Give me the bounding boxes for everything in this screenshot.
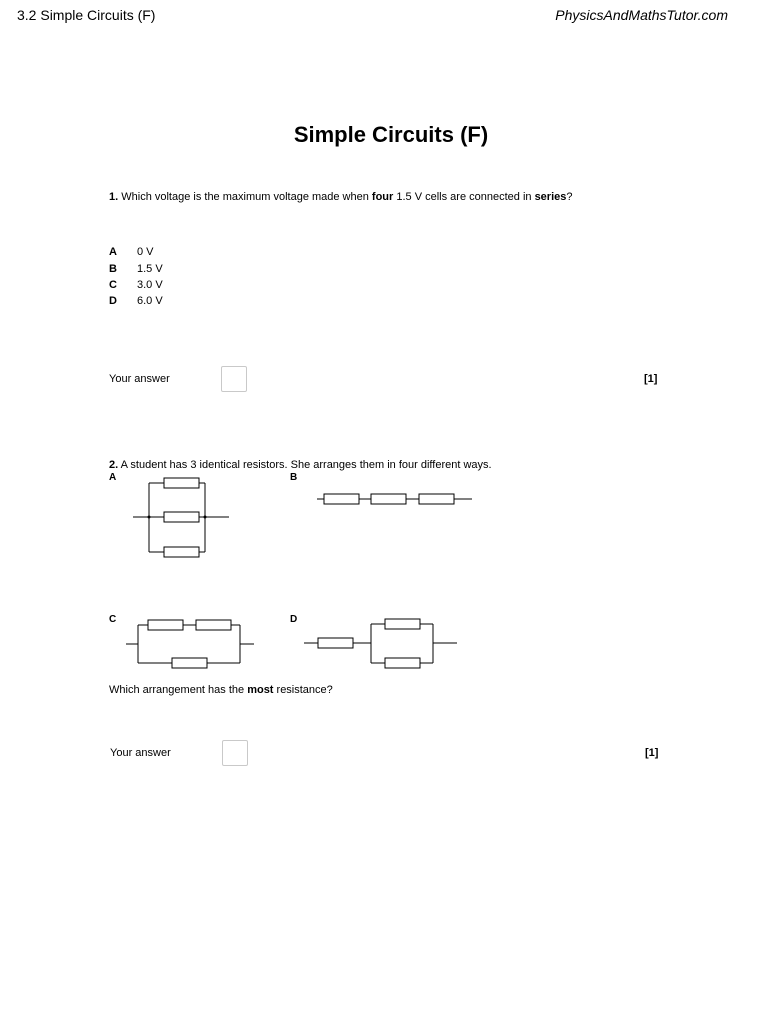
option-c bbox=[109, 279, 163, 291]
question-1-text-middle: 1.5 V cells are connected in bbox=[393, 191, 535, 203]
resistor bbox=[385, 658, 420, 668]
question-1-text-before: Which voltage is the maximum voltage made when bbox=[118, 191, 372, 203]
option-d bbox=[109, 295, 163, 307]
question-2-prompt-before: Which arrangement has the bbox=[109, 684, 248, 696]
resistor bbox=[196, 620, 231, 630]
resistor bbox=[164, 547, 199, 557]
question-2-answer-label: Your answer bbox=[110, 747, 171, 759]
circuit-diagram-d bbox=[300, 612, 465, 672]
question-1-text bbox=[109, 191, 573, 203]
diagram-label-a: A bbox=[109, 472, 117, 483]
question-2-number: 2. bbox=[109, 459, 119, 471]
circuit-diagram-b bbox=[300, 485, 480, 515]
resistor bbox=[164, 512, 199, 522]
resistor bbox=[172, 658, 207, 668]
circuit-diagram-a bbox=[125, 470, 235, 565]
question-1-text-after: ? bbox=[566, 191, 573, 203]
question-2-prompt-bold: most bbox=[247, 684, 274, 696]
option-b bbox=[109, 263, 163, 275]
option-letter: A bbox=[109, 246, 117, 258]
question-2-answer-box[interactable] bbox=[222, 740, 248, 766]
resistor bbox=[419, 494, 454, 504]
resistor bbox=[371, 494, 406, 504]
option-text: 6.0 V bbox=[137, 295, 163, 307]
resistor bbox=[148, 620, 183, 630]
resistor bbox=[324, 494, 359, 504]
question-2-marks: [1] bbox=[645, 747, 659, 759]
header-right-site: PhysicsAndMathsTutor.com bbox=[555, 7, 728, 23]
option-letter: B bbox=[109, 263, 117, 275]
diagram-label-b: B bbox=[290, 472, 298, 483]
question-2-prompt-after: resistance? bbox=[273, 684, 333, 696]
option-letter: C bbox=[109, 279, 117, 291]
option-text: 3.0 V bbox=[137, 279, 163, 291]
resistor bbox=[385, 619, 420, 629]
question-1-answer-box[interactable] bbox=[221, 366, 247, 392]
circuit-diagram-c bbox=[125, 612, 260, 672]
diagram-label-c: C bbox=[109, 614, 117, 625]
page-title: Simple Circuits (F) bbox=[293, 122, 489, 147]
question-1-answer-label: Your answer bbox=[109, 373, 170, 385]
question-2-statement: A student has 3 identical resistors. She arranges them in four different ways. bbox=[118, 459, 492, 471]
question-1-bold-series: series bbox=[534, 191, 567, 203]
junction-dot bbox=[204, 516, 207, 519]
option-text: 1.5 V bbox=[137, 263, 163, 275]
resistor bbox=[164, 478, 199, 488]
option-text: 0 V bbox=[137, 246, 154, 258]
resistor bbox=[318, 638, 353, 648]
question-1-number: 1. bbox=[109, 191, 119, 203]
question-2-prompt bbox=[109, 684, 333, 696]
junction-dot bbox=[148, 516, 151, 519]
header-left-title: 3.2 Simple Circuits (F) bbox=[17, 7, 156, 23]
question-1-bold-four: four bbox=[371, 191, 394, 203]
diagram-label-d: D bbox=[290, 614, 298, 625]
question-1-marks: [1] bbox=[644, 373, 658, 385]
option-a bbox=[109, 246, 154, 258]
option-letter: D bbox=[109, 295, 117, 307]
